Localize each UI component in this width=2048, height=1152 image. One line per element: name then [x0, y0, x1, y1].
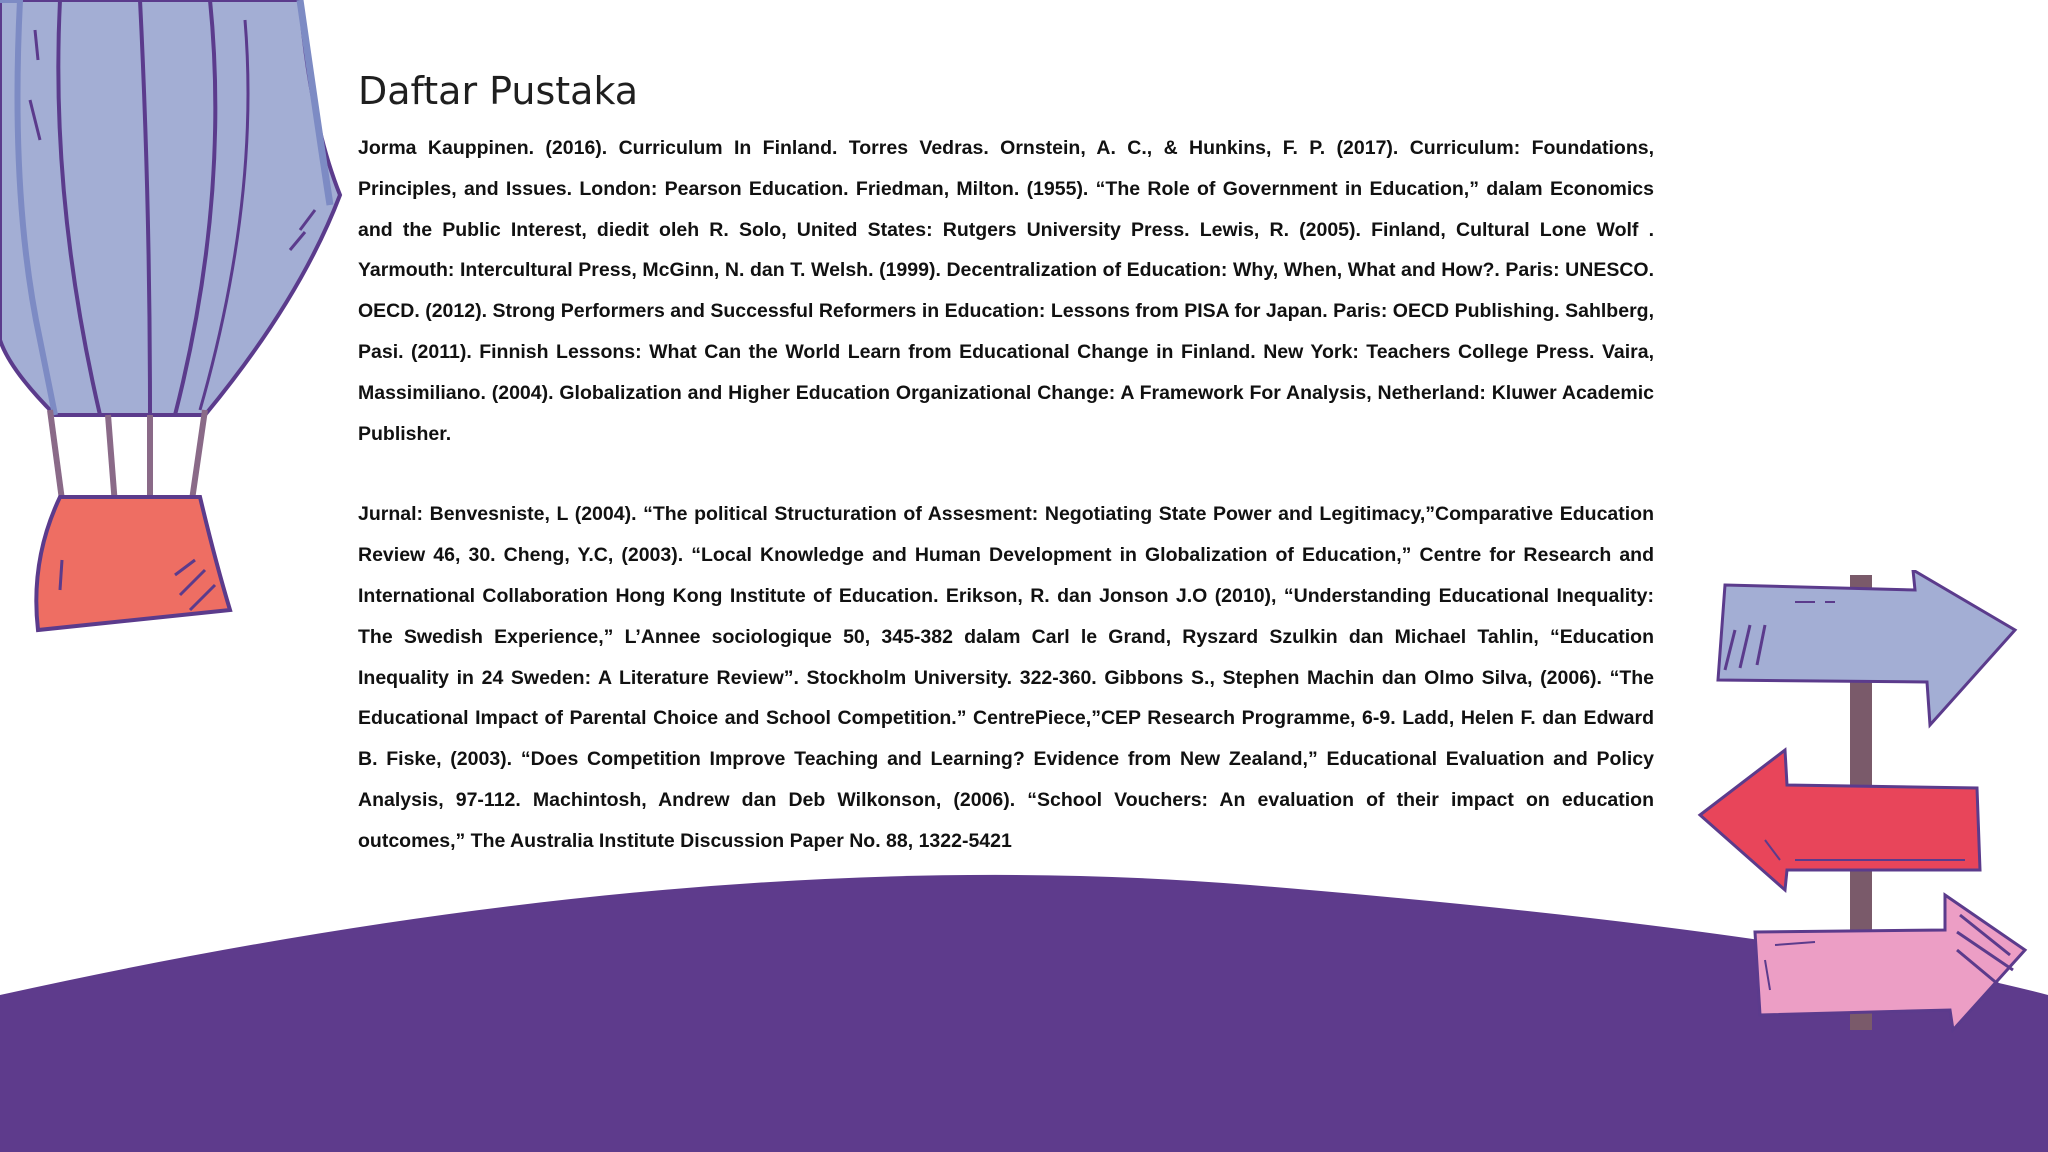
journal-paragraph: Jurnal: Benvesniste, L (2004). “The political Structuration of Assesment: Negotiating State Power and Legitimacy,”Comparative Education Review 46, 30. Cheng, Y.C, (2003). “Local Knowledge and Human Development in Globalization of Education,” Centre for Research and International Collaboration Hong Kong Institute of Education. Erikson, R. dan Jonson J.O (2010), “Understanding Educational Inequality: The Swedish Experience,” L’Annee sociologique 50, 345-382 dalam Carl le Grand, Ryszard Szulkin dan Michael Tahlin, “Education Inequality in 24 Sweden: A Literature Review”. Stockholm University. 322-360. Gibbons S., Stephen Machin dan Olmo Silva, (2006). “The Educational Impact of Parental Choice and School Competition.” CentrePiece,”CEP Research Programme, 6-9. Ladd, Helen F. dan Edward B. Fiske, (2003). “Does Competition Improve Teaching and Learning? Evidence from New Zealand,” Educational Evaluation and Policy Analysis, 97-112. Machintosh, Andrew dan Deb Wilkonson, (2006). “School Vouchers: An evaluation of their impact on education outcomes,” The Australia Institute Discussion Paper No. 88, 1322-5421: [358, 503, 1654, 852]
references-paragraph: Jorma Kauppinen. (2016). Curriculum In Finland. Torres Vedras. Ornstein, A. C., & Hunkins, F. P. (2017). Curriculum: Foundations, Principles, and Issues. London: Pearson Education. Friedman, Milton. (1955). “The Role of Government in Education,” dalam Economics and the Public Interest, diedit oleh R. Solo, United States: Rutgers University Press. Lewis, R. (2005). Finland, Cultural Lone Wolf . Yarmouth: Intercultural Press, McGinn, N. dan T. Welsh. (1999). Decentralization of Education: Why, When, What and How?. Paris: UNESCO. OECD. (2012). Strong Performers and Successful Reformers in Education: Lessons from PISA for Japan. Paris: OECD Publishing. Sahlberg, Pasi. (2011). Finnish Lessons: What Can the World Learn from Educational Change in Finland. New York: Teachers College Press. Vaira, Massimiliano. (2004). Globalization and Higher Education Organizational Change: A Framework For Analysis, Netherland: Kluwer Academic Publisher.: [358, 137, 1654, 445]
page-title: Daftar Pustaka: [358, 69, 639, 113]
signpost-arrows-icon: [1695, 570, 2030, 1040]
hot-air-balloon-icon: [0, 0, 350, 640]
paragraph-spacer: [358, 454, 1654, 494]
references-content: [358, 62, 1654, 862]
